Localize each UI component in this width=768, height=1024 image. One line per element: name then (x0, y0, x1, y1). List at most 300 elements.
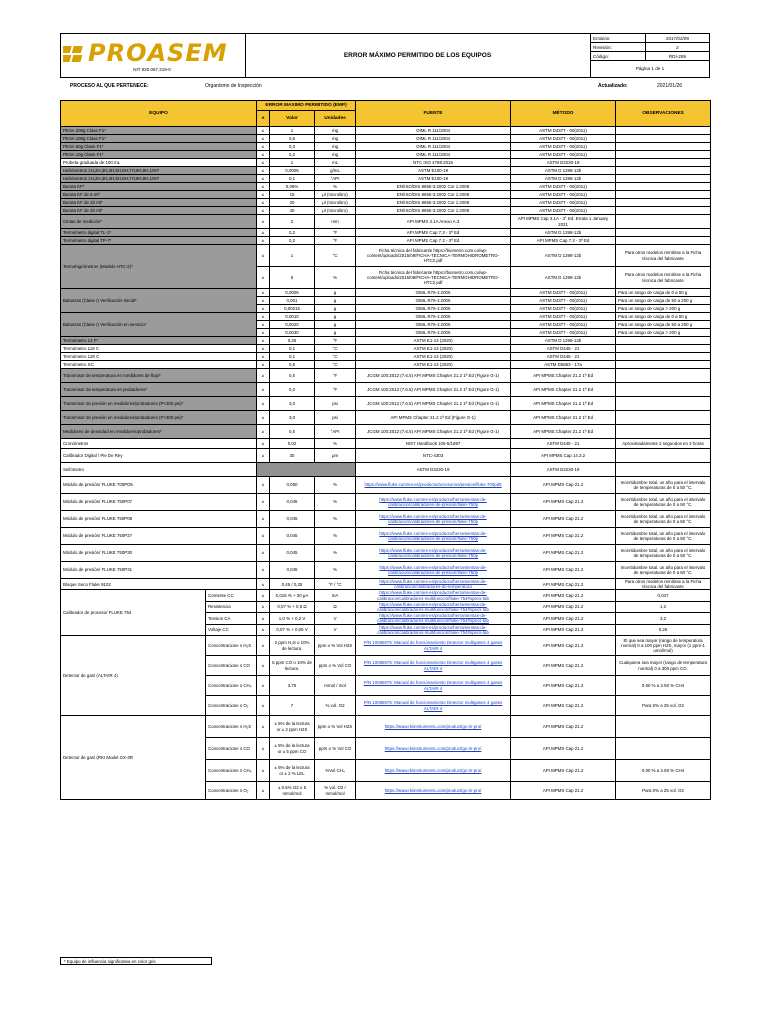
equipo-cell: Sellómetro (61, 463, 257, 477)
unidades-cell: °C (315, 345, 356, 353)
column-header-emp: ERROR MAXIMO PERMITIDO (EMP) (257, 101, 356, 111)
fuente-cell: JCGM 100:2012 (7.6.5) API MPMS Chapter 21.2 1ª Ed (Figure G-1) (356, 383, 511, 397)
unidades-cell: g (315, 313, 356, 321)
observaciones-cell: Para un rango de carga > 200 g (616, 305, 711, 313)
fuente-cell: EN/ISO/DIS 8655-3:2002 Cor 1:2008 (356, 207, 511, 215)
fuente-cell: API MPMS Cap 7.3 - 3ª Ed (356, 229, 511, 237)
valor-cell: 0,1 (270, 175, 315, 183)
plusminus-cell: ± (257, 175, 270, 183)
fuente-link[interactable]: https://www.fluke.com/es-es/producto/herramientas-de-calibracion/calibradores-de-presion/fluke-750p (356, 494, 511, 511)
metodo-cell: ASTM D 1298-12b (511, 229, 616, 237)
plusminus-cell: ± (257, 562, 270, 579)
fuente-cell: JCGM 100:2012 (7.6.5) API MPMS Chapter 21.2 1ª Ed (Figure G-1) (356, 397, 511, 411)
plusminus-cell: ± (257, 297, 270, 305)
table-row (61, 439, 711, 449)
observaciones-cell (616, 183, 711, 191)
plusminus-cell: ± (257, 601, 270, 612)
observaciones-cell: 1,2 (616, 601, 711, 612)
valor-cell: 0,1 (270, 345, 315, 353)
equipo-cell: Termómetro 120 C (61, 353, 257, 361)
fuente-cell: ASTM E100-19 (356, 167, 511, 175)
table-row (61, 135, 711, 143)
metodo-cell: ASTM D3230-19 (511, 159, 616, 167)
equipo-cell: Módulo de presión/ FLUKE 700PD5 (61, 477, 257, 494)
unidades-cell: μl (microlitro) (315, 199, 356, 207)
equipo-cell: Bloque Seco Fluke 9102 (61, 579, 257, 590)
equipo-cell: Medidores de densidad en medidores/probadores* (61, 425, 257, 439)
observaciones-cell: 0,26 (616, 624, 711, 635)
observaciones-cell (616, 229, 711, 237)
equipo-cell: Detector de gas/ (ALTAIR 4) (61, 636, 206, 716)
equipo-cell: Módulo de presión/ FLUKE 750P31 (61, 562, 257, 579)
fuente-link[interactable]: https://www.fluke.com/es-es/producto/herramientas-de-calibracion/calibradores-de-presion/fluke-750p (356, 545, 511, 562)
table-row (61, 175, 711, 183)
table-header-row (61, 101, 711, 111)
sub-parameter-cell: Concentracione s H₂S (206, 636, 257, 656)
valor-cell: 0,00015 (270, 305, 315, 313)
equipo-cell: Transmisor de temperatura en medidores de flujo* (61, 369, 257, 383)
metodo-cell: API MPMS Chapter 21.2 1ª Ed (511, 425, 616, 439)
fuente-cell: OIML R 111/2004 (356, 127, 511, 135)
unidades-cell: % (315, 528, 356, 545)
plusminus-cell: ± (257, 353, 270, 361)
page-number: Página 1 de 1 (635, 66, 665, 71)
fuente-cell: NTC ISO 4788:2016 (356, 159, 511, 167)
valor-cell: 0,5 (270, 425, 315, 439)
table-row (61, 313, 711, 321)
observaciones-cell (616, 716, 711, 738)
unidades-cell: % (315, 477, 356, 494)
fuente-cell: OIML R 111/2004 (356, 151, 511, 159)
metodo-cell: ASTM D4377 - 00(2011) (511, 191, 616, 199)
equipo-cell: Balanzas (Clase I) Verificación en servicio* (61, 313, 257, 337)
unidades-cell: g/mL (315, 167, 356, 175)
unidades-cell: mg (315, 135, 356, 143)
meta-label: Código: (591, 52, 646, 61)
plusminus-cell: ± (257, 267, 270, 289)
observaciones-cell (616, 127, 711, 135)
observaciones-cell (616, 345, 711, 353)
table-row (61, 207, 711, 215)
plusminus-cell: ± (257, 528, 270, 545)
plusminus-cell: ± (257, 321, 270, 329)
observaciones-cell (616, 361, 711, 369)
meta-row (591, 43, 710, 52)
fuente-cell: Ficha técnica del fabricante https://biometro.com.co/wp-content/uploads/2015/08/FICHA-TECNICA-TERMOHIDROMETRO-HTC2.pdf (356, 267, 511, 289)
sub-parameter-cell: Concentracione s O₂ (206, 782, 257, 800)
unidades-cell: °F (315, 369, 356, 383)
table-row (61, 590, 711, 601)
table-row (61, 477, 711, 494)
fuente-link[interactable]: https://www.fluke.com/es-es/producto/herramientas-de-calibracion/calibradores-multifuncion/fluke-754#specs-tab (356, 613, 511, 624)
valor-cell: 0,07 % + 0,5 Ω (270, 601, 315, 612)
unidades-cell: °C (315, 245, 356, 267)
valor-cell: 0,2 (270, 237, 315, 245)
fuente-cell: NIST Handbook 105-5/1997 (356, 439, 511, 449)
plusminus-cell: ± (257, 411, 270, 425)
document-title: ERROR MÁXIMO PERMITIDO DE LOS EQUIPOS (343, 52, 492, 59)
fuente-link[interactable]: https://www.fluke.com/es-es/producto/accesorios/presion/fluke-700pd5 (356, 477, 511, 494)
valor-cell: 0,2 (270, 229, 315, 237)
plusminus-cell: ± (257, 237, 270, 245)
plusminus-cell: ± (257, 624, 270, 635)
observaciones-cell: Para un rango de carga de 50 a 200 g (616, 297, 711, 305)
metodo-cell: ASTM D4377 - 00(2011) (511, 151, 616, 159)
observaciones-cell: Incertidumbre total, un año para el intervalo de temperaturas de 0 a 50 °C. (616, 511, 711, 528)
unidades-cell: ppm o % Vol H2S (315, 636, 356, 656)
table-row (61, 528, 711, 545)
plusminus-cell: ± (257, 449, 270, 463)
observaciones-cell (616, 411, 711, 425)
table-row (61, 716, 711, 738)
observaciones-cell: Para un rango de carga > 200 g (616, 329, 711, 337)
observaciones-cell (616, 237, 711, 245)
metodo-cell: ASTM D445 - 21 (511, 439, 616, 449)
table-row (61, 183, 711, 191)
metodo-cell: API MPMS Cap 7.2 - 3ª Ed (511, 237, 616, 245)
document-metadata (590, 33, 710, 61)
fuente-cell: ASTM E1-14 (2020) (356, 345, 511, 353)
table-row (61, 361, 711, 369)
equipo-cell: Bureta KF de 10 ml* (61, 199, 257, 207)
logo-text: PROASEM (88, 39, 228, 67)
observaciones-cell: Incertidumbre total, un año para el intervalo de temperaturas de 0 a 50 °C. (616, 562, 711, 579)
metodo-cell: API MPMS Cap 21.2 (511, 782, 616, 800)
unidades-cell: ppm o % Vol CO (315, 738, 356, 760)
fuente-link[interactable]: https://www.fluke.com/es-es/producto/herramientas-de-calibracion/calibradores-de-presion/fluke-750p (356, 562, 511, 579)
equipo-cell: Termómetro SC (61, 361, 257, 369)
metodo-cell: ASTM D4377 - 00(2011) (511, 199, 616, 207)
observaciones-cell: Para otros modelos remitirse a la Ficha técnica del fabricante (616, 245, 711, 267)
unidades-cell: % vol. O2 (315, 696, 356, 716)
equipo-cell: Cronómetros (61, 439, 257, 449)
unidades-cell: ppm o % Vol CO (315, 656, 356, 676)
table-row (61, 383, 711, 397)
observaciones-cell (616, 207, 711, 215)
fuente-link[interactable]: https://www.rkiinstruments.com/product/gx-3r-pro/ (356, 760, 511, 782)
valor-cell: 0,5 (270, 361, 315, 369)
valor-cell: 0,07 % + 0,05 V (270, 624, 315, 635)
fuente-link[interactable]: https://www.fluke.com/es-es/producto/herramientas-de-calibracion/calibradores-de-presion/fluke-750p (356, 511, 511, 528)
unidades-cell: °F (315, 337, 356, 345)
metodo-cell: ASTM D4377 - 00(2011) (511, 127, 616, 135)
plusminus-cell: ± (257, 229, 270, 237)
table-row (61, 397, 711, 411)
valor-cell: 0,001 (270, 297, 315, 305)
unidades-cell: μl (microlitro) (315, 191, 356, 199)
metodo-cell: API MPMS Cap 21.2 (511, 528, 616, 545)
table-row (61, 127, 711, 135)
unidades-cell: g (315, 289, 356, 297)
plusminus-cell: ± (257, 369, 270, 383)
metodo-cell: ASTM D 1298-12b (511, 175, 616, 183)
observaciones-cell: Incertidumbre total, un año para el intervalo de temperaturas de 0 a 50 °C. (616, 545, 711, 562)
observaciones-cell: El que sea mayor (rango de temperatura normal) 0 a 100 ppm H2S, mayor (1 ppm-1 umol/mol) (616, 636, 711, 656)
equipo-cell: Termómetro 118 C (61, 345, 257, 353)
column-header-equipo: EQUIPO (61, 101, 257, 127)
metodo-cell: API MPMS Cap 21.2 (511, 656, 616, 676)
table-row (61, 191, 711, 199)
plusminus-cell: ± (257, 305, 270, 313)
table-row (61, 345, 711, 353)
metodo-cell: API MPMS Chapter 21.2 1ª Ed (511, 397, 616, 411)
metodo-cell: API MPMS Cap 21.2 (511, 636, 616, 656)
table-row (61, 353, 711, 361)
fuente-link[interactable]: https://www.fluke.com/es-es/producto/herramientas-de-calibracion/calibradores-multifuncion/fluke-754#specs-tab (356, 624, 511, 635)
equipo-cell: Bureta KF de 5 ml* (61, 191, 257, 199)
unidades-cell: mm (315, 215, 356, 229)
table-row (61, 199, 711, 207)
plusminus-cell: ± (257, 676, 270, 696)
equipo-cell: Bureta KF* (61, 183, 257, 191)
sub-parameter-cell: Concentracione s CO (206, 738, 257, 760)
unidades-cell: % vol. O2 / mmol/mol (315, 782, 356, 800)
observaciones-cell: Para otros modelos remitirse a la Ficha técnica del fabricante (616, 579, 711, 590)
metodo-cell: ASTM D4377 - 00(2011) (511, 313, 616, 321)
valor-cell: 0,0020 (270, 321, 315, 329)
valor-cell: 0,25 (270, 337, 315, 345)
plusminus-cell: ± (257, 143, 270, 151)
unidades-cell: mg (315, 127, 356, 135)
fuente-link[interactable]: https://www.rkiinstruments.com/product/gx-3r-pro/ (356, 738, 511, 760)
metodo-cell: ASTM D 1298-12b (511, 337, 616, 345)
table-row (61, 411, 711, 425)
observaciones-cell (616, 151, 711, 159)
fuente-cell: ASTM E1-14 (2020) (356, 361, 511, 369)
proceso-label: PROCESO AL QUE PERTENECE: (70, 83, 149, 89)
equipo-cell: Módulo de presión/ FLUKE 750P07 (61, 494, 257, 511)
valor-cell: 0,045 (270, 511, 315, 528)
metodo-cell: API MPMS Cap 21.2 (511, 624, 616, 635)
plusminus-cell: ± (257, 313, 270, 321)
table-row (61, 151, 711, 159)
observaciones-cell (616, 449, 711, 463)
equipo-cell: Balanzas (Clase I) Verificación Inicial* (61, 289, 257, 313)
valor-cell: 0,015 % + 30 μA (270, 590, 315, 601)
unidades-cell: mg (315, 151, 356, 159)
fuente-cell: API MPMS 3.1A Anexo A.3 (356, 215, 511, 229)
footnote: * Equipo de influencia significativa en color gris (60, 957, 212, 965)
plusminus-cell: ± (257, 477, 270, 494)
valor-cell: 0,2 (270, 383, 315, 397)
fuente-link[interactable]: https://www.fluke.com/es-es/producto/herramientas-de-calibracion/calibradores-multifuncion/fluke-754#specs-tab (356, 601, 511, 612)
fuente-cell: EN/ISO/DIS 8655-3:2002 Cor 1:2008 (356, 191, 511, 199)
unidades-cell: % (315, 267, 356, 289)
unidades-cell: mg (315, 143, 356, 151)
valor-cell: 0,050 (270, 477, 315, 494)
metodo-cell: ASTM D4377 - 00(2011) (511, 321, 616, 329)
plusminus-cell: ± (257, 215, 270, 229)
unidades-cell: % (315, 439, 356, 449)
observaciones-cell (616, 215, 711, 229)
observaciones-cell: Cualquiera sea mayor (rango de temperatura normal) 0 a 300 ppm CO. (616, 656, 711, 676)
unidades-cell: Ω (315, 601, 356, 612)
sub-parameter-cell: Tension CA (206, 613, 257, 624)
valor-cell: 0,3 (270, 143, 315, 151)
fuente-link[interactable]: https://www.fluke.com/es-es/producto/herramientas-de-calibracion/calibradores-multifuncion/fluke-754#specs-tab (356, 590, 511, 601)
valor-cell: 0,5 (270, 135, 315, 143)
sub-parameter-cell: Concentracione s CO (206, 656, 257, 676)
fuente-link[interactable]: P/N 10086675: Manual de funcionamiento Detector multigases 4 gases ALTAIR 4 (356, 636, 511, 656)
fuente-cell: OIML R76-1:2006 (356, 313, 511, 321)
valor-cell: 0,045 (270, 528, 315, 545)
plusminus-cell: ± (257, 345, 270, 353)
plusminus-cell: ± (257, 511, 270, 528)
metodo-cell: API MPMS Cap 21.2 (511, 738, 616, 760)
valor-cell: 0,045 (270, 545, 315, 562)
metodo-cell: ASTM D5853 - 17a (511, 361, 616, 369)
observaciones-cell (616, 369, 711, 383)
plusminus-cell: ± (257, 760, 270, 782)
sub-parameter-cell: Concentracione s O₂ (206, 696, 257, 716)
fuente-cell: OIML R76-1:2006 (356, 321, 511, 329)
unidades-cell: ppm o % Vol H2S (315, 716, 356, 738)
valor-cell: 0,045 (270, 494, 315, 511)
unidades-cell: μl (microlitro) (315, 207, 356, 215)
fuente-cell: Ficha técnica del fabricante https://biometro.com.co/wp-content/uploads/2015/08/FICHA-TECNICA-TERMOHIDROMETRO-HTC2.pdf (356, 245, 511, 267)
valor-cell: 2 (270, 215, 315, 229)
table-row (61, 337, 711, 345)
fuente-cell: JCGM 100:2012 (7.6.5) API MPMS Chapter 21.2 1ª Ed (Figure G-1) (356, 369, 511, 383)
plusminus-cell: ± (257, 337, 270, 345)
observaciones-cell: Para un rango de carga de 0 a 50 g (616, 313, 711, 321)
plusminus-cell: ± (257, 579, 270, 590)
metodo-cell: ASTM D4377 - 00(2011) (511, 143, 616, 151)
metodo-cell: API MPMS Cap 21.2 (511, 590, 616, 601)
actualizado-value: 2021/01/26 (657, 83, 683, 89)
valor-cell: 0,0010 (270, 313, 315, 321)
equipo-cell: Hidrómetros 1H,2H,3H,4H,5H,6H,7H,8H,9H,10H* (61, 175, 257, 183)
fuente-cell: ASTM D3230-19 (356, 463, 511, 477)
plusminus-cell: ± (257, 397, 270, 411)
plusminus-cell: ± (257, 696, 270, 716)
table-row (61, 511, 711, 528)
unidades-cell: °F (315, 237, 356, 245)
valor-cell: 2 ppm H₂S o 10% de lectura. (270, 636, 315, 656)
observaciones-cell: 0.00 % a 2.50 % CH4 (616, 676, 711, 696)
fuente-cell: NTC-4303 (356, 449, 511, 463)
fuente-link[interactable]: https://www.rkiinstruments.com/product/gx-3r-pro/ (356, 782, 511, 800)
valor-cell: 0,045 (270, 562, 315, 579)
plusminus-cell: ± (257, 425, 270, 439)
column-header-valor: Valor (270, 111, 315, 127)
valor-cell: 0,45 / 0,25 (270, 579, 315, 590)
valor-cell: 7 (270, 696, 315, 716)
meta-label: Emisión: (591, 34, 646, 43)
metodo-cell: ASTM D 1298-12b (511, 267, 616, 289)
fuente-link[interactable]: P/N 10086675: Manual de funcionamiento Detector multigases 4 gases ALTAIR 4 (356, 676, 511, 696)
observaciones-cell: Para 0% a 25 vol. O2 (616, 782, 711, 800)
plusminus-cell: ± (257, 289, 270, 297)
sub-parameter-cell: Resistencia (206, 601, 257, 612)
plusminus-cell: ± (257, 590, 270, 601)
column-header-observaciones: OBSERVACIONES (616, 101, 711, 127)
metodo-cell: ASTM D445 - 21 (511, 353, 616, 361)
observaciones-cell: Incertidumbre total, un año para el intervalo de temperaturas de 0 a 50 °C. (616, 528, 711, 545)
valor-cell: 0,0005 (270, 289, 315, 297)
fuente-cell: ASTM E1-14 (2020) (356, 353, 511, 361)
fuente-cell: OIML R76-1:2006 (356, 305, 511, 313)
unidades-cell: V (315, 624, 356, 635)
valor-cell: 1 (270, 127, 315, 135)
observaciones-cell: Para 0% a 25 vol. O2 (616, 696, 711, 716)
observaciones-cell: Para un rango de carga de 50 a 200 g (616, 321, 711, 329)
plusminus-cell: ± (257, 716, 270, 738)
unidades-cell: °F (315, 229, 356, 237)
plusminus-cell: ± (257, 159, 270, 167)
unidades-cell: °API (315, 175, 356, 183)
metodo-cell: ASTM D4377 - 00(2011) (511, 297, 616, 305)
fuente-link[interactable]: P/N 10086675: Manual de funcionamiento Detector multigases 4 gases ALTAIR 4 (356, 696, 511, 716)
equipo-cell: PESA 200g Clase F1* (61, 127, 257, 135)
valor-cell: 0,08% (270, 183, 315, 191)
valor-cell: 3,0 (270, 411, 315, 425)
unidades-cell: % (315, 545, 356, 562)
equipo-cell: PESA 50g Clase F1* (61, 143, 257, 151)
valor-cell: 0,0005 (270, 167, 315, 175)
unidades-cell: °C (315, 353, 356, 361)
table-row (61, 579, 711, 590)
valor-cell: 20 (270, 199, 315, 207)
fuente-cell: API MPMS Cap 7.2 - 3ª Ed (356, 237, 511, 245)
fuente-link[interactable]: https://www.fluke.com/es-es/producto/herramientas-de-calibracion/calibradores-de-presion/fluke-750p (356, 528, 511, 545)
unidades-cell: °API (315, 425, 356, 439)
unidades-cell: % (315, 511, 356, 528)
observaciones-cell (616, 143, 711, 151)
metodo-cell: API MPMS Chapter 21.2 1ª Ed (511, 411, 616, 425)
observaciones-cell (616, 425, 711, 439)
metodo-cell: API MPMS Cap 21.2 (511, 579, 616, 590)
table-row (61, 143, 711, 151)
observaciones-cell: 0.00 % a 2.50 % CH4 (616, 760, 711, 782)
equipo-cell: PESA 10g Clase F1* (61, 151, 257, 159)
metodo-cell: API MPMS Cap 21.2 (511, 601, 616, 612)
equipo-cell: Termómetro 12 F* (61, 337, 257, 345)
valor-cell: 0,2 (270, 151, 315, 159)
equipo-cell: Cintas de medición* (61, 215, 257, 229)
metodo-cell: ASTM D4377 - 00(2011) (511, 329, 616, 337)
observaciones-cell: Para otros modelos remitirse a la Ficha técnica del fabricante (616, 267, 711, 289)
observaciones-cell: Incertidumbre total, un año para el intervalo de temperaturas de 0 a 50 °C. (616, 477, 711, 494)
metodo-cell: ASTM D 1298-12b (511, 167, 616, 175)
logo-mark-icon (63, 45, 85, 63)
valor-cell: ± 5% de la lectura or ± 2 ppm H2S (270, 716, 315, 738)
valor-cell: 40 (270, 207, 315, 215)
observaciones-cell (616, 463, 711, 477)
metodo-cell: API MPMS Cap 14.3.2 (511, 449, 616, 463)
fuente-link[interactable]: P/N 10086675: Manual de funcionamiento Detector multigases 4 gases ALTAIR 4 (356, 656, 511, 676)
unidades-cell: g (315, 329, 356, 337)
fuente-link[interactable]: https://www.fluke.com/es-es/producto/herramientas-de-calibracion/calibradores-de-temperatura (356, 579, 511, 590)
metodo-cell: API MPMS Cap 21.2 (511, 696, 616, 716)
plusminus-cell: ± (257, 361, 270, 369)
equipo-cell: PESA 100g Clase F1* (61, 135, 257, 143)
plusminus-cell: ± (257, 439, 270, 449)
unidades-cell: °C (315, 361, 356, 369)
table-row (61, 245, 711, 267)
unidades-cell: V (315, 613, 356, 624)
plusminus-cell: ± (257, 636, 270, 656)
equipo-cell: Módulo de presión/ FLUKE 750P30 (61, 545, 257, 562)
valor-cell: 1 (270, 245, 315, 267)
plusminus-cell: ± (257, 199, 270, 207)
plusminus-cell: ± (257, 545, 270, 562)
fuente-link[interactable]: https://www.rkiinstruments.com/product/gx-3r-pro/ (356, 716, 511, 738)
observaciones-cell (616, 135, 711, 143)
plusminus-cell: ± (257, 183, 270, 191)
plusminus-cell: ± (257, 782, 270, 800)
valor-cell: 0,0030 (270, 329, 315, 337)
